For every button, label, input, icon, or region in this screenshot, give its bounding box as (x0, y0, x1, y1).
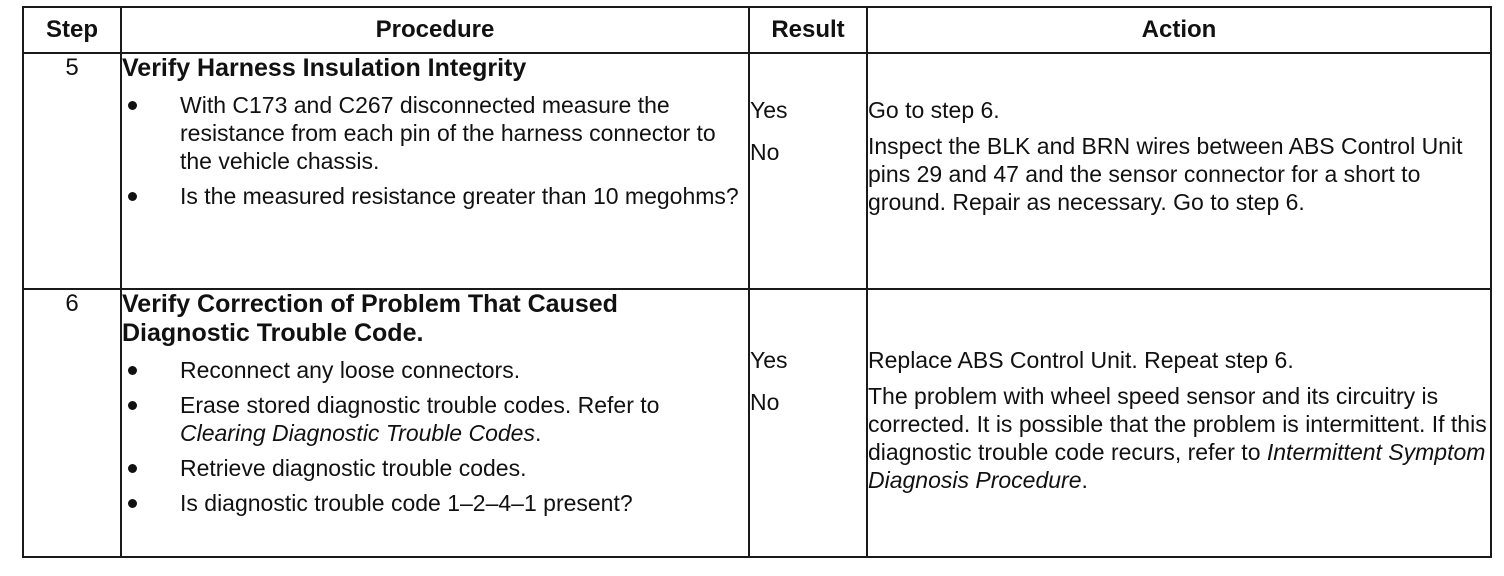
procedure-title: Verify Correction of Problem That Caused Diagnostic Trouble Code. (122, 290, 618, 347)
action-no (868, 382, 1490, 494)
bullet-dot-icon (128, 366, 137, 375)
procedure-bullet (122, 454, 748, 482)
result-cell (749, 289, 867, 557)
procedure-bullet (122, 91, 748, 175)
bullet-dot-icon (128, 401, 137, 410)
bullet-text: With C173 and C267 disconnected measure the resistance from each pin of the harness connector to the vehicle chassis. (180, 92, 716, 174)
header-action: Action (867, 7, 1491, 53)
diagnostic-procedure-table (22, 6, 1492, 558)
bullet-text: Is diagnostic trouble code 1–2–4–1 present? (180, 490, 633, 516)
bullet-text: Is the measured resistance greater than 10 megohms? (180, 183, 739, 209)
procedure-bullet (122, 489, 748, 517)
procedure-bullet (122, 356, 748, 384)
result-yes: Yes (750, 97, 788, 123)
action-yes: Go to step 6. (868, 97, 1000, 123)
action-yes: Replace ABS Control Unit. Repeat step 6. (868, 347, 1294, 373)
action-no: Inspect the BLK and BRN wires between ABS Control Unit pins 29 and 47 and the sensor connector for a short to ground. Repair as necessary. Go to step 6. (868, 133, 1463, 215)
bullet-text-end: . (534, 420, 542, 446)
bullet-text: Retrieve diagnostic trouble codes. (180, 455, 527, 481)
table-header-row (23, 7, 1491, 53)
bullet-dot-icon (128, 192, 137, 201)
bullet-dot-icon (128, 499, 137, 508)
procedure-bullets (122, 91, 748, 210)
result-no: No (750, 139, 780, 165)
step-number: 5 (23, 53, 121, 289)
bullet-text: Erase stored diagnostic trouble codes. Refer to (180, 392, 660, 418)
header-procedure: Procedure (121, 7, 749, 53)
procedure-bullet (122, 391, 748, 447)
bullet-dot-icon (128, 101, 137, 110)
procedure-cell (121, 289, 749, 557)
action-cell (867, 53, 1491, 289)
result-yes: Yes (750, 347, 788, 373)
procedure-title: Verify Harness Insulation Integrity (122, 54, 527, 82)
procedure-cell (121, 53, 749, 289)
procedure-bullets (122, 356, 748, 517)
result-no: No (750, 389, 780, 415)
bullet-text: Reconnect any loose connectors. (180, 357, 521, 383)
table-row-step-6 (23, 289, 1491, 557)
action-cell (867, 289, 1491, 557)
reference-link-text: Intermittent Symptom Diagnosis Procedure (868, 439, 1486, 493)
result-cell (749, 53, 867, 289)
step-number: 6 (23, 289, 121, 557)
action-no-end: . (1081, 467, 1088, 493)
header-result: Result (749, 7, 867, 53)
reference-link-text: Clearing Diagnostic Trouble Codes (180, 420, 535, 446)
procedure-bullet (122, 182, 748, 210)
action-no-text: The problem with wheel speed sensor and its circuitry is corrected. It is possible that the problem is intermittent. If this diagnostic trouble code recurs, refer to (868, 383, 1487, 465)
bullet-dot-icon (128, 464, 137, 473)
table-row-step-5 (23, 53, 1491, 289)
header-step: Step (23, 7, 121, 53)
